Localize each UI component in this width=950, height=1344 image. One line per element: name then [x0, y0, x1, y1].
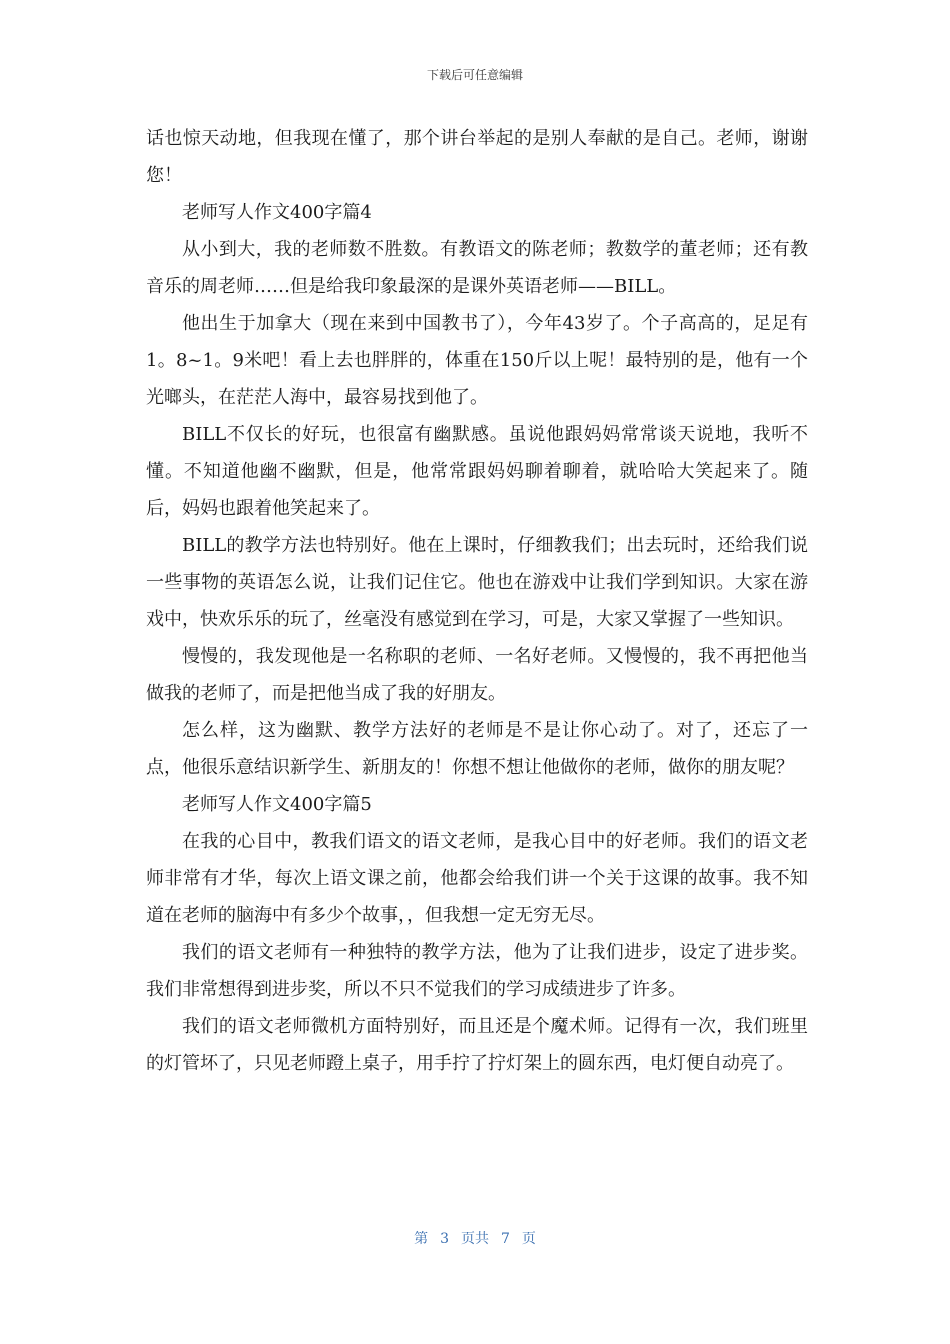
section-4-paragraph-5: 慢慢的，我发现他是一名称职的老师、一名好老师。又慢慢的，我不再把他当做我的老师了，而是把他当成了我的好朋友。: [146, 646, 808, 704]
section-4-paragraph-4: BILL的教学方法也特别好。他在上课时，仔细教我们；出去玩时，还给我们说一些事物的英语怎么说，让我们记住它。他也在游戏中让我们学到知识。大家在游戏中，快欢乐乐的玩了，丝毫没有感觉到在学习，可是，大家又掌握了一些知识。: [146, 535, 808, 630]
page-footer: [0, 1228, 950, 1248]
section-4-paragraph-3: BILL不仅长的好玩，也很富有幽默感。虽说他跟妈妈常常谈天说地，我听不懂。不知道他幽不幽默，但是，他常常跟妈妈聊着聊着，就哈哈大笑起来了。随后，妈妈也跟着他笑起来了。: [146, 424, 808, 519]
section-5-paragraph-3: 我们的语文老师微机方面特别好，而且还是个魔术师。记得有一次，我们班里的灯管坏了，只见老师蹬上桌子，用手拧了拧灯架上的圆东西，电灯便自动亮了。: [146, 1016, 808, 1074]
section-5-paragraph-1: 在我的心目中，教我们语文的语文老师，是我心目中的好老师。我们的语文老师非常有才华，每次上语文课之前，他都会给我们讲一个关于这课的故事。我不知道在老师的脑海中有多少个故事，，但我想一定无穷无尽。: [146, 831, 808, 926]
section-4-title: 老师写人作文400字篇4: [182, 202, 372, 223]
section-5-title: 老师写人作文400字篇5: [182, 794, 372, 815]
intro-paragraph: 话也惊天动地，但我现在懂了，那个讲台举起的是别人奉献的是自己。老师，谢谢您！: [146, 128, 808, 186]
footer-middle: 页共: [461, 1231, 489, 1247]
section-4-paragraph-1: 从小到大，我的老师数不胜数。有教语文的陈老师；教数学的董老师；还有教音乐的周老师……但是给我印象最深的是课外英语老师——BILL。: [146, 239, 808, 297]
document-body: [146, 120, 808, 1082]
page-header: 下载后可任意编辑: [426, 68, 523, 82]
section-4-paragraph-6: 怎么样，这为幽默、教学方法好的老师是不是让你心动了。对了，还忘了一点，他很乐意结识新学生、新朋友的！你想不想让他做你的老师，做你的朋友呢？: [146, 720, 808, 778]
total-pages-number: 7: [501, 1231, 510, 1247]
section-4-paragraph-2: 他出生于加拿大（现在来到中国教书了），今年43岁了。个子高高的，足足有1。8~1。9米吧！看上去也胖胖的，体重在150斤以上呢！最特别的是，他有一个光啷头，在茫茫人海中，最容易找到他了。: [146, 313, 808, 408]
footer-suffix: 页: [521, 1231, 536, 1247]
section-5-paragraph-2: 我们的语文老师有一种独特的教学方法，他为了让我们进步，设定了进步奖。我们非常想得到进步奖，所以不只不觉我们的学习成绩进步了许多。: [146, 942, 808, 1000]
current-page-number: 3: [440, 1231, 449, 1247]
footer-prefix: 第: [414, 1231, 429, 1247]
